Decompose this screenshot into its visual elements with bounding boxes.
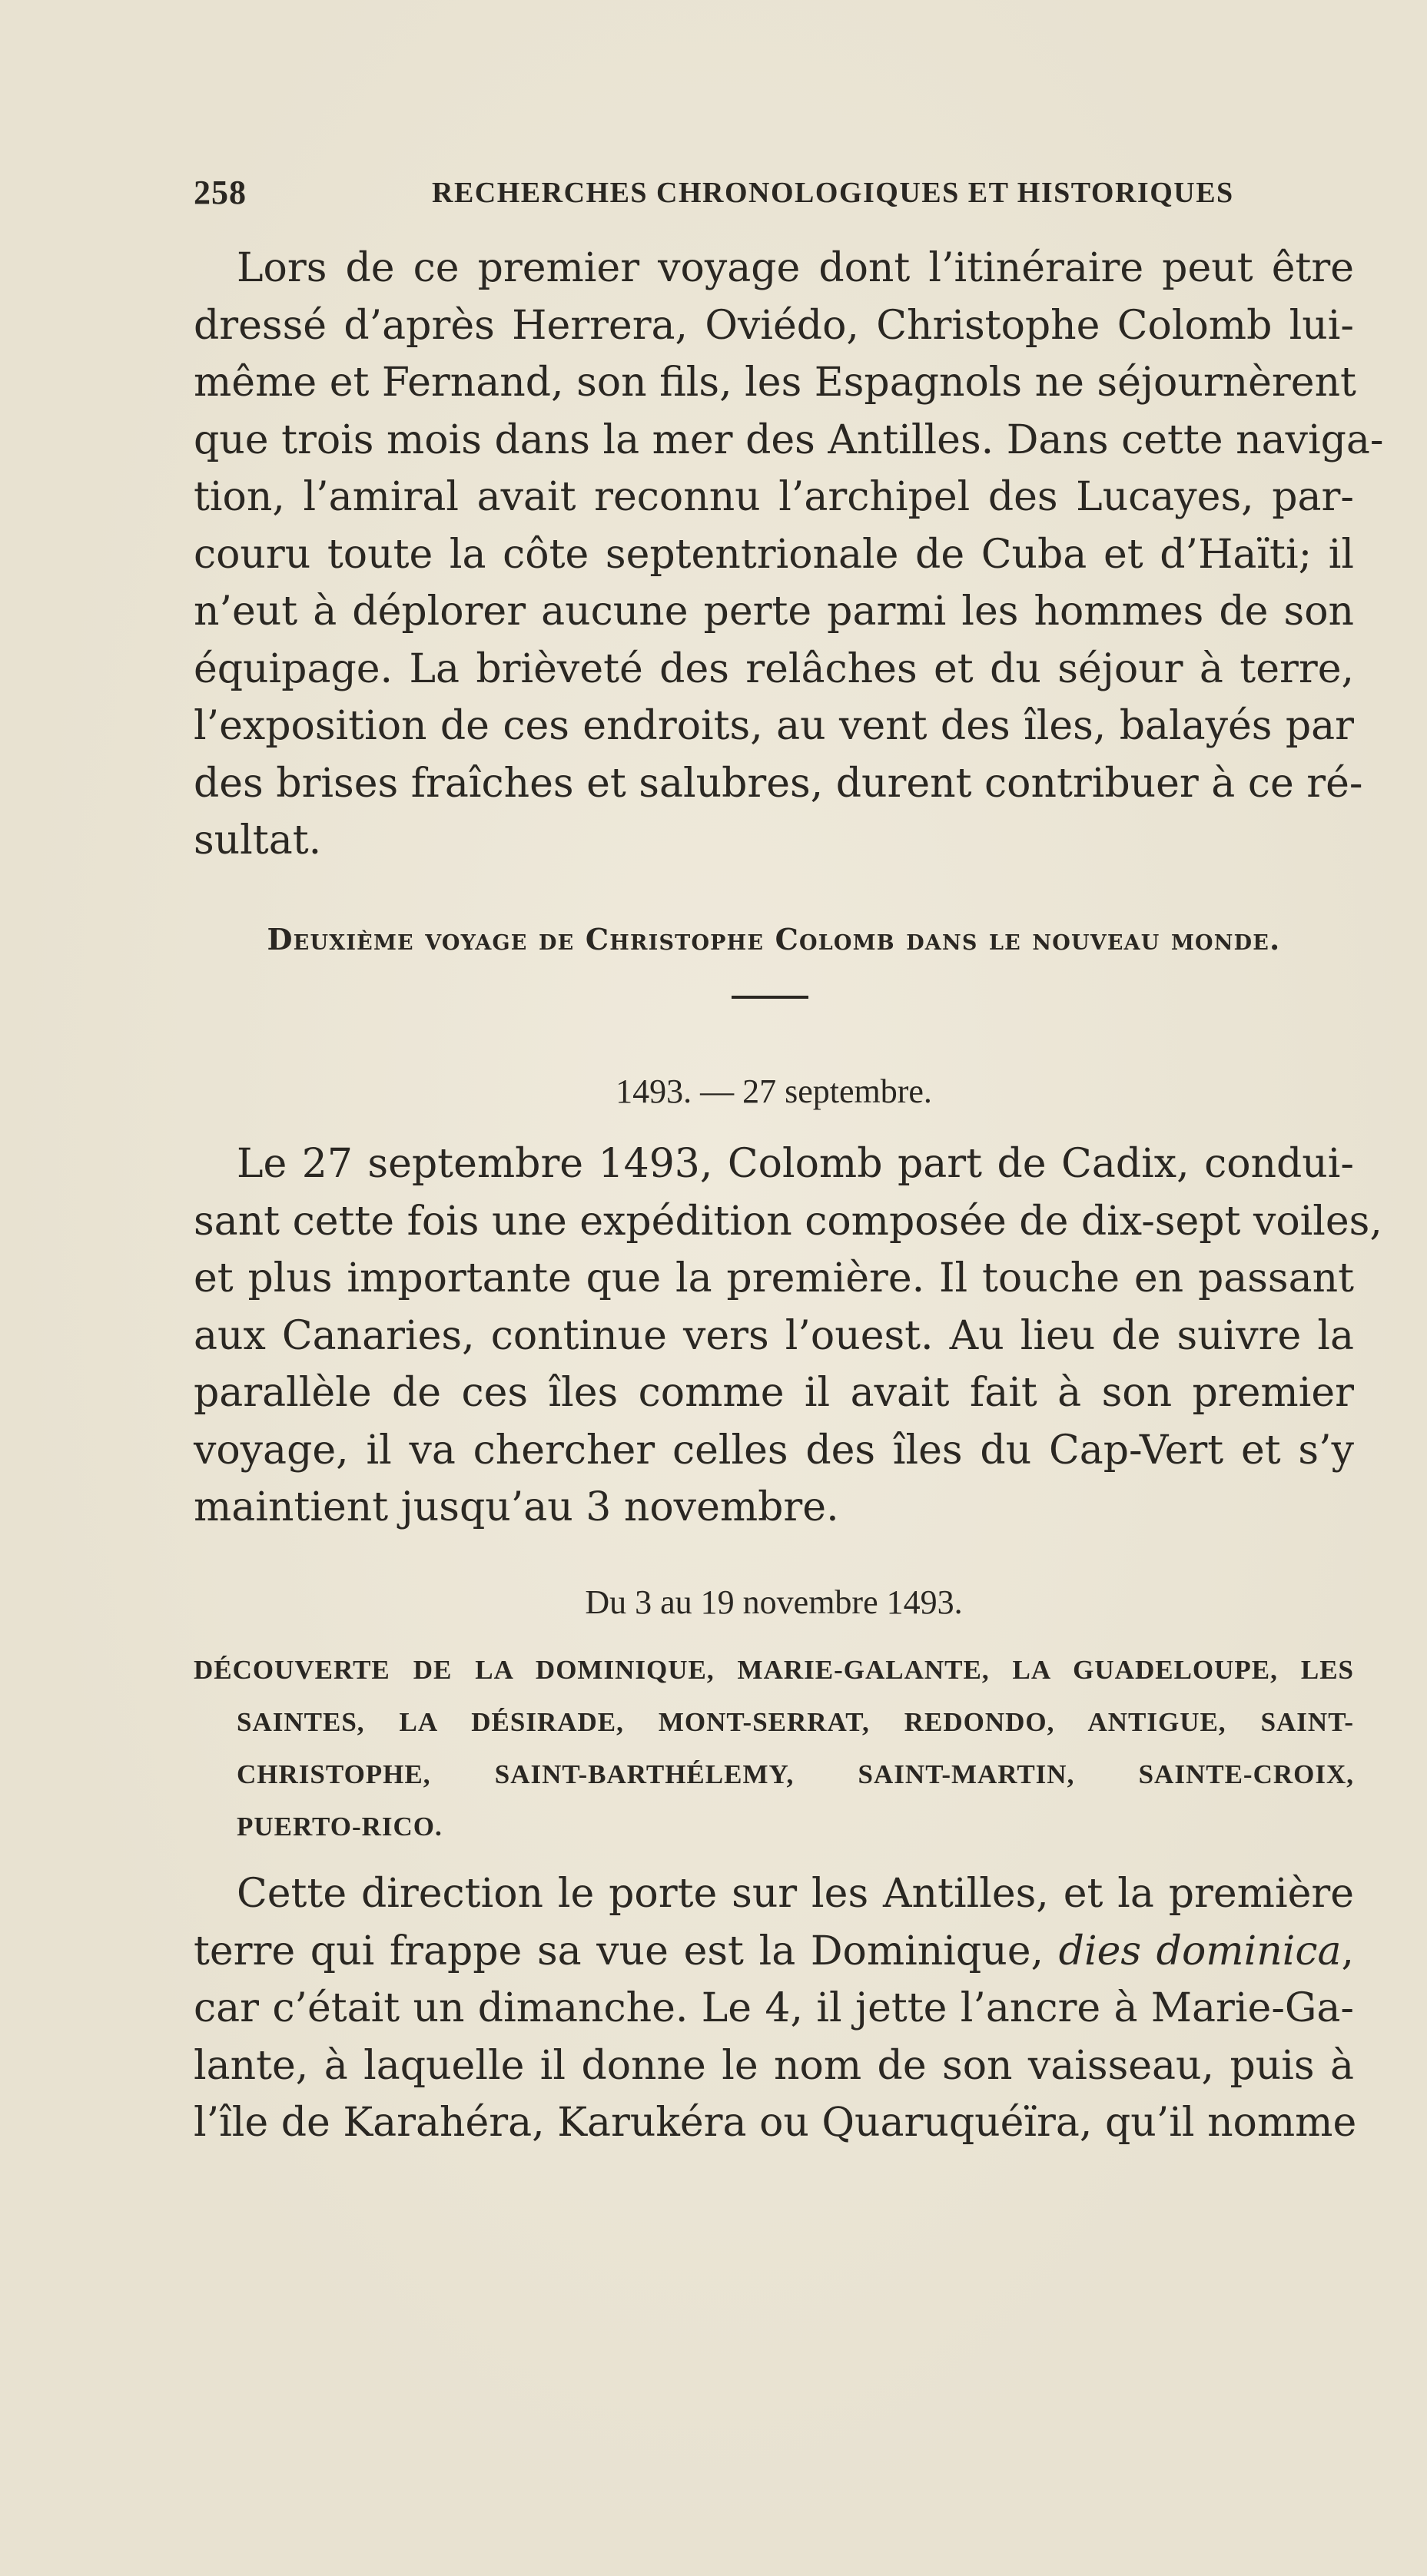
paragraph-3: [194, 1865, 1357, 2152]
paragraph-3-line: [194, 1923, 1354, 1981]
places-summary-line: PUERTO-RICO.: [237, 1812, 443, 1842]
paragraph-2-line: parallèle de ces îles comme il avait fait à son premier: [194, 1370, 1354, 1416]
paragraph-2-line: aux Canaries, continue vers l’ouest. Au lieu de suivre la: [194, 1312, 1354, 1359]
places-summary-line: SAINTES, LA DÉSIRADE, MONT-SERRAT, REDONDO, ANTIGUE, SAINT-: [237, 1707, 1354, 1737]
paragraph-1-line: Lors de ce premier voyage dont l’itinéraire peut être: [237, 245, 1354, 291]
paragraph-3-text: terre qui frappe sa vue est la Dominique,: [194, 1928, 1059, 1974]
running-head: RECHERCHES CHRONOLOGIQUES ET HISTORIQUES: [432, 177, 1234, 209]
places-summary-line: DÉCOUVERTE DE LA DOMINIQUE, MARIE-GALANTE, LA GUADELOUPE, LES: [194, 1655, 1354, 1685]
paragraph-3-line: Cette direction le porte sur les Antilles, et la première: [237, 1871, 1354, 1917]
page-header: [194, 173, 1354, 219]
paragraph-1-line: n’eut à déplorer aucune perte parmi les hommes de son: [194, 588, 1354, 635]
paragraph-1-line: sultat.: [194, 817, 322, 864]
paragraph-1-line: l’exposition de ces endroits, au vent des îles, balayés par: [194, 703, 1354, 749]
date-heading-2: Du 3 au 19 novembre 1493.: [585, 1583, 963, 1621]
section-title: Deuxième voyage de Christophe Colomb dans le nouveau monde.: [267, 922, 1281, 956]
paragraph-2-line: sant cette fois une expédition composée de dix-sept voiles,: [194, 1198, 1382, 1245]
paragraph-2: [194, 1135, 1382, 1537]
paragraph-1-line: dressé d’après Herrera, Oviédo, Christophe Colomb lui-: [194, 302, 1354, 349]
paragraph-1-line: équipage. La brièveté des relâches et du séjour à terre,: [194, 645, 1354, 692]
paragraph-3-line: lante, à laquelle il donne le nom de son vaisseau, puis à: [194, 2042, 1354, 2089]
paragraph-2-line: maintient jusqu’au 3 novembre.: [194, 1484, 839, 1530]
paragraph-3-line: l’île de Karahéra, Karukéra ou Quaruquéïra, qu’il nomme: [194, 2100, 1357, 2146]
places-summary: [194, 1644, 1354, 1853]
paragraph-2-line: voyage, il va chercher celles des îles du Cap-Vert et s’y: [194, 1427, 1354, 1474]
date-heading-1: 1493. — 27 septembre.: [616, 1073, 932, 1110]
paragraph-1: [194, 240, 1384, 870]
paragraph-1-line: tion, l’amiral avait reconnu l’archipel des Lucayes, par-: [194, 474, 1354, 520]
places-summary-line: CHRISTOPHE, SAINT-BARTHÉLEMY, SAINT-MARTIN, SAINTE-CROIX,: [237, 1759, 1354, 1789]
paragraph-3-text: ,: [1341, 1928, 1354, 1974]
paragraph-1-line: couru toute la côte septentrionale de Cuba et d’Haïti; il: [194, 531, 1354, 578]
page-number: 258: [194, 174, 247, 211]
paragraph-1-line: des brises fraîches et salubres, durent contribuer à ce ré-: [194, 760, 1363, 807]
paragraph-1-line: même et Fernand, son fils, les Espagnols ne séjournèrent: [194, 360, 1356, 406]
paragraph-3-line: car c’était un dimanche. Le 4, il jette l’ancre à Marie-Ga-: [194, 1985, 1354, 2031]
latin-phrase: dies dominica: [1058, 1928, 1342, 1974]
paragraph-2-line: et plus importante que la première. Il touche en passant: [194, 1255, 1354, 1301]
section-divider: [732, 996, 808, 999]
paragraph-2-line: Le 27 septembre 1493, Colomb part de Cadix, condui-: [237, 1141, 1354, 1187]
paragraph-1-line: que trois mois dans la mer des Antilles. Dans cette naviga-: [194, 416, 1384, 463]
